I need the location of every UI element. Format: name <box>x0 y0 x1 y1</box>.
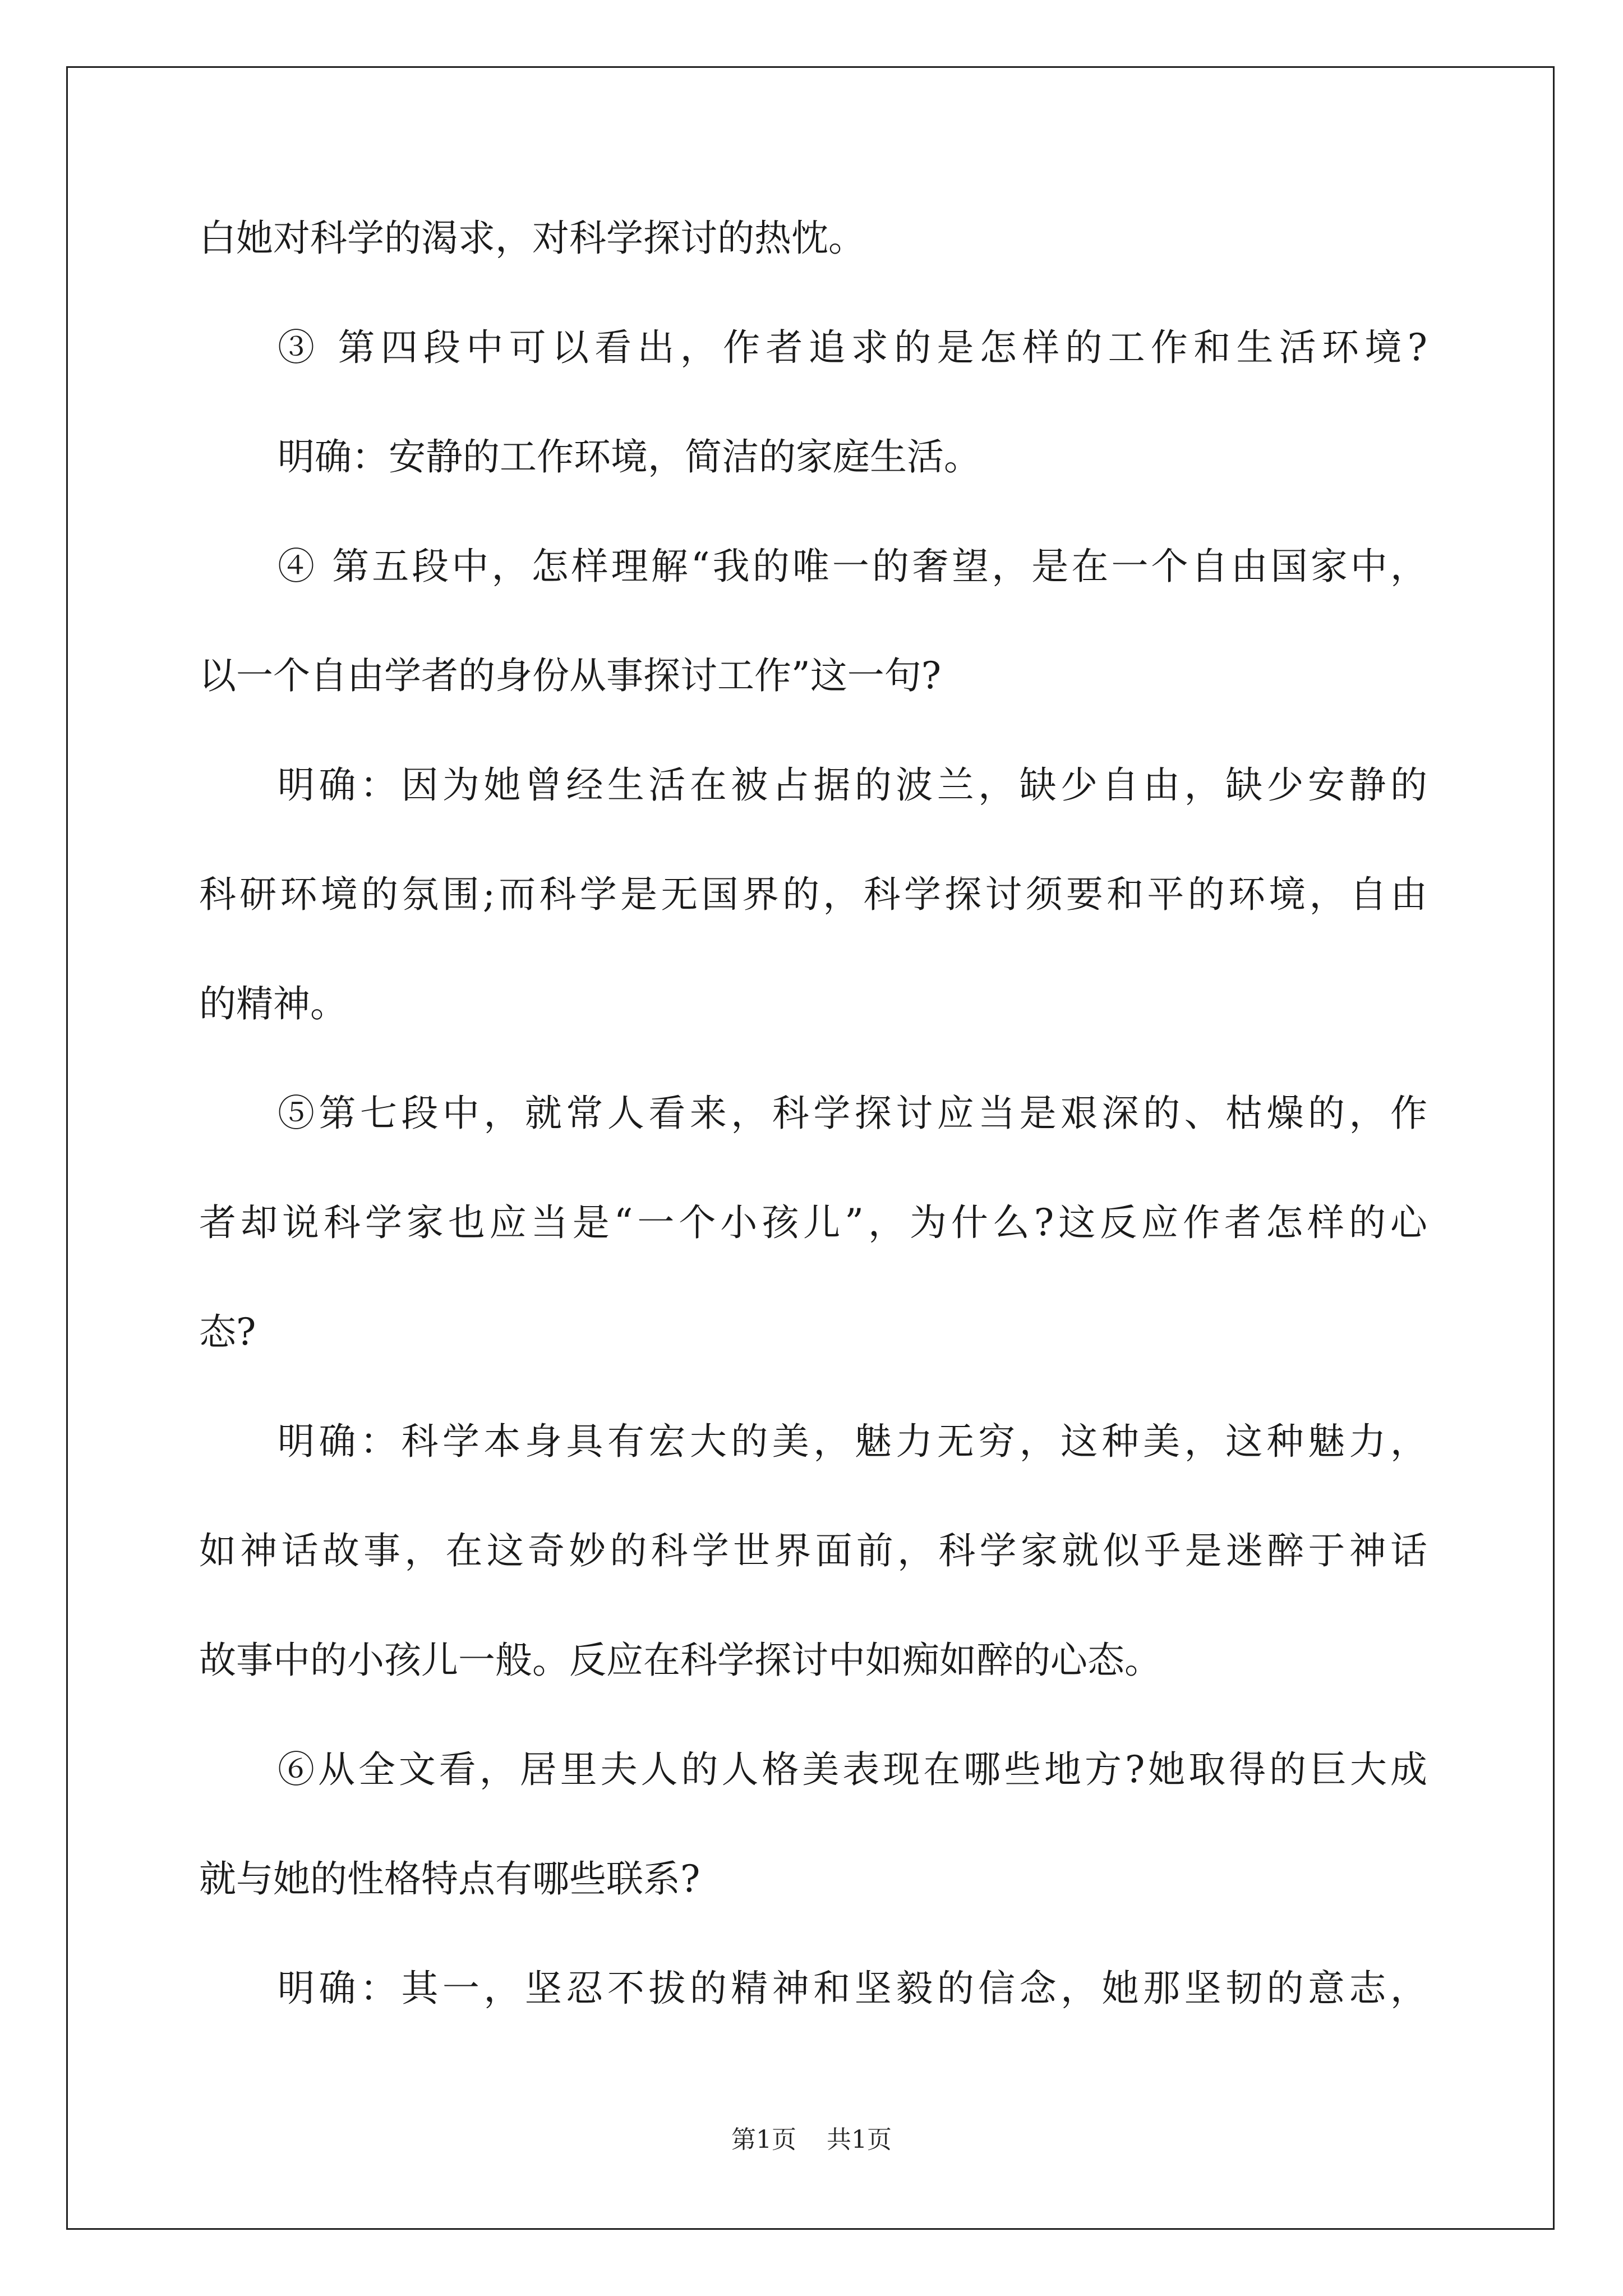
text-line-5: 以一个自由学者的身份从事探讨工作”这一句? <box>199 654 942 697</box>
text-line-6: 明确：因为她曾经生活在被占据的波兰，缺少自由，缺少安静的 <box>278 763 1427 807</box>
text-line-14: 故事中的小孩儿一般。反应在科学探讨中如痴如醉的心态。 <box>199 1639 1161 1682</box>
text-line-16: 就与她的性格特点有哪些联系? <box>199 1857 700 1901</box>
text-line-1: 白她对科学的渴求，对科学探讨的热忱。 <box>199 217 865 260</box>
document-body <box>199 205 1427 2064</box>
text-line-10: 者却说科学家也应当是“一个小孩儿”，为什么?这反应作者怎样的心 <box>199 1201 1427 1244</box>
text-line-11: 态? <box>199 1310 256 1354</box>
text-line-7: 科研环境的氛围;而科学是无国界的，科学探讨须要和平的环境，自由 <box>199 873 1427 916</box>
text-line-12: 明确：科学本身具有宏大的美，魅力无穷，这种美，这种魅力， <box>278 1420 1427 1463</box>
text-line-9: ⑤第七段中，就常人看来，科学探讨应当是艰深的、枯燥的，作 <box>278 1092 1427 1135</box>
text-line-8: 的精神。 <box>199 982 347 1025</box>
text-line-2: ③ 第四段中可以看出，作者追求的是怎样的工作和生活环境? <box>278 326 1427 369</box>
text-line-3: 明确：安静的工作环境，简洁的家庭生活。 <box>278 435 981 478</box>
text-line-4: ④ 第五段中，怎样理解“我的唯一的奢望，是在一个自由国家中， <box>278 545 1427 588</box>
page-number: 第1页 <box>731 2125 796 2154</box>
text-line-17: 明确：其一，坚忍不拔的精神和坚毅的信念，她那坚韧的意志， <box>278 1967 1427 2010</box>
page-footer <box>0 2123 1623 2157</box>
total-pages: 共1页 <box>827 2125 892 2154</box>
text-line-13: 如神话故事，在这奇妙的科学世界面前，科学家就似乎是迷醉于神话 <box>199 1529 1427 1572</box>
text-line-15: ⑥从全文看，居里夫人的人格美表现在哪些地方?她取得的巨大成 <box>278 1748 1427 1791</box>
